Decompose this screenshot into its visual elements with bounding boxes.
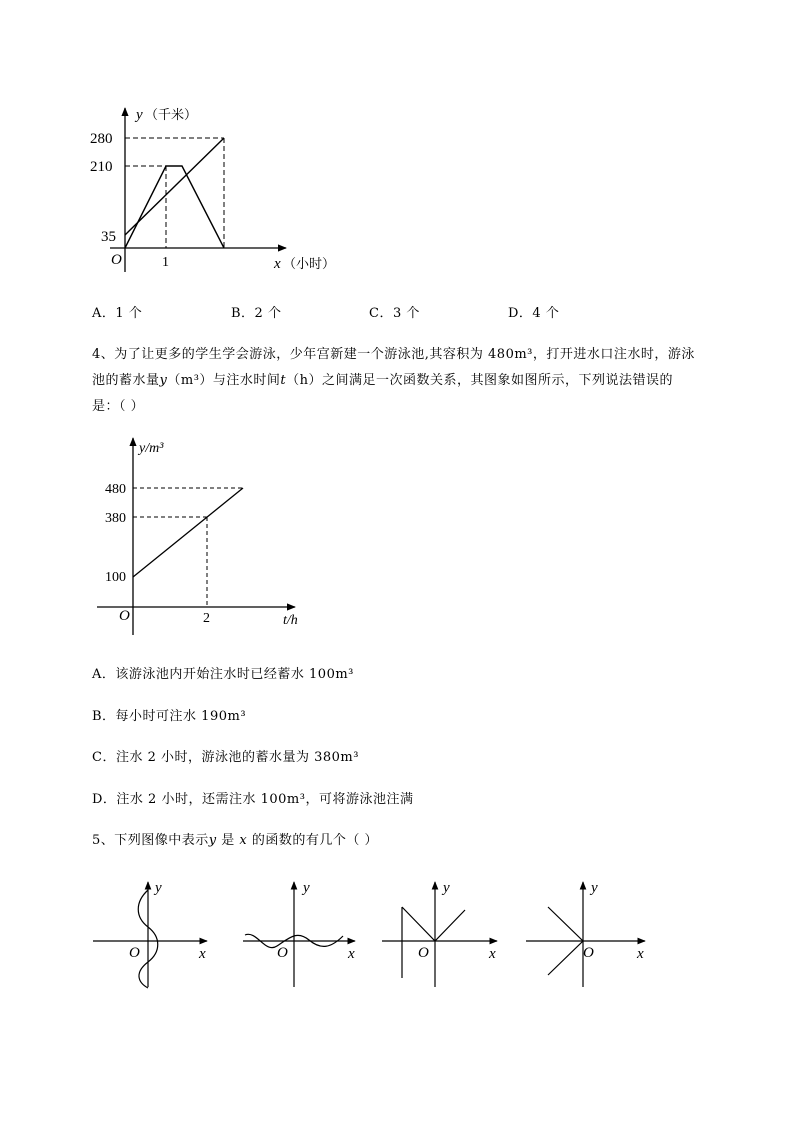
q5-graph-b[interactable]: [243, 880, 355, 987]
tick-480: 480: [105, 482, 126, 497]
q3-option-a[interactable]: A．1 个: [92, 306, 143, 321]
q5-graph-a[interactable]: [93, 880, 207, 988]
q5-stem: [92, 833, 378, 849]
q4-stem-line3: 是：（ ）: [92, 399, 145, 414]
x-axis-label: t/h: [283, 613, 298, 628]
q5-var-x: x: [239, 833, 248, 848]
q4-stem-line2-b: （m³）与注水时间: [167, 373, 281, 388]
q5-graphs: [85, 872, 665, 997]
function-line: [133, 488, 243, 577]
water-volume-graph: [95, 430, 315, 635]
origin-label: O: [111, 252, 122, 268]
q5-stem-b: 是: [216, 833, 240, 848]
q5-var-y: y: [208, 833, 217, 848]
tick-35: 35: [101, 229, 116, 245]
q5-b-x-label: x: [348, 946, 355, 962]
origin-label: O: [119, 608, 130, 624]
q4-var-t: t: [280, 373, 287, 388]
q5-stem-a: 5、下列图像中表示: [92, 833, 209, 848]
tick-x-1: 1: [162, 255, 169, 270]
x-axis-label: x: [274, 256, 281, 272]
q5-b-y-label: y: [303, 880, 310, 896]
q5-c-origin: O: [418, 945, 429, 961]
q4-option-a[interactable]: A．该游泳池内开始注水时已经蓄水 100m³: [92, 667, 354, 682]
q4-stem-line2-c: （h）之间满足一次函数关系，其图象如图所示，下列说法错误的: [286, 373, 674, 388]
q3-option-d[interactable]: D．4 个: [508, 306, 560, 321]
q5-a-x-label: x: [199, 946, 206, 962]
q5-b-origin: O: [277, 945, 288, 961]
q4-stem-line2-a: 池的蓄水量: [92, 373, 160, 388]
line-trapezoid: [125, 166, 224, 248]
q5-d-x-label: x: [637, 946, 644, 962]
tick-380: 380: [105, 511, 126, 526]
q4-option-b[interactable]: B．每小时可注水 190m³: [92, 709, 247, 724]
q4-var-y: y: [159, 373, 168, 388]
q5-c-x-label: x: [489, 946, 496, 962]
y-axis-label: y/m³: [139, 441, 164, 456]
q5-a-origin: O: [129, 945, 140, 961]
q4-option-d[interactable]: D．注水 2 小时，还需注水 100m³，可将游泳池注满: [92, 792, 414, 807]
q5-d-origin: O: [583, 945, 594, 961]
tick-210: 210: [90, 159, 113, 175]
tick-280: 280: [90, 131, 113, 147]
tick-x-2: 2: [203, 611, 210, 626]
q5-c-y-label: y: [443, 880, 450, 896]
q5-a-y-label: y: [155, 880, 162, 896]
q3-option-b[interactable]: B．2 个: [231, 306, 282, 321]
x-axis-unit: （小时）: [283, 256, 336, 271]
q5-d-y-label: y: [591, 880, 598, 896]
q3-option-c[interactable]: C．3 个: [369, 306, 420, 321]
q5-stem-c: 的函数的有几个（ ）: [247, 833, 379, 848]
distance-time-graph: [90, 100, 370, 280]
q5-graph-d[interactable]: [526, 880, 645, 987]
q4-stem-line2: [92, 373, 673, 389]
q4-option-c[interactable]: C．注水 2 小时，游泳池的蓄水量为 380m³: [92, 750, 359, 765]
y-axis-unit: （千米）: [145, 107, 198, 122]
q5-graph-c[interactable]: [382, 880, 497, 987]
tick-100: 100: [105, 570, 126, 585]
v-shape: [402, 907, 465, 941]
y-axis-label: y: [136, 107, 143, 123]
q4-stem-line1: 4、为了让更多的学生学会游泳，少年宫新建一个游泳池,其容积为 480m³，打开进水口注水时，游泳: [92, 347, 695, 362]
